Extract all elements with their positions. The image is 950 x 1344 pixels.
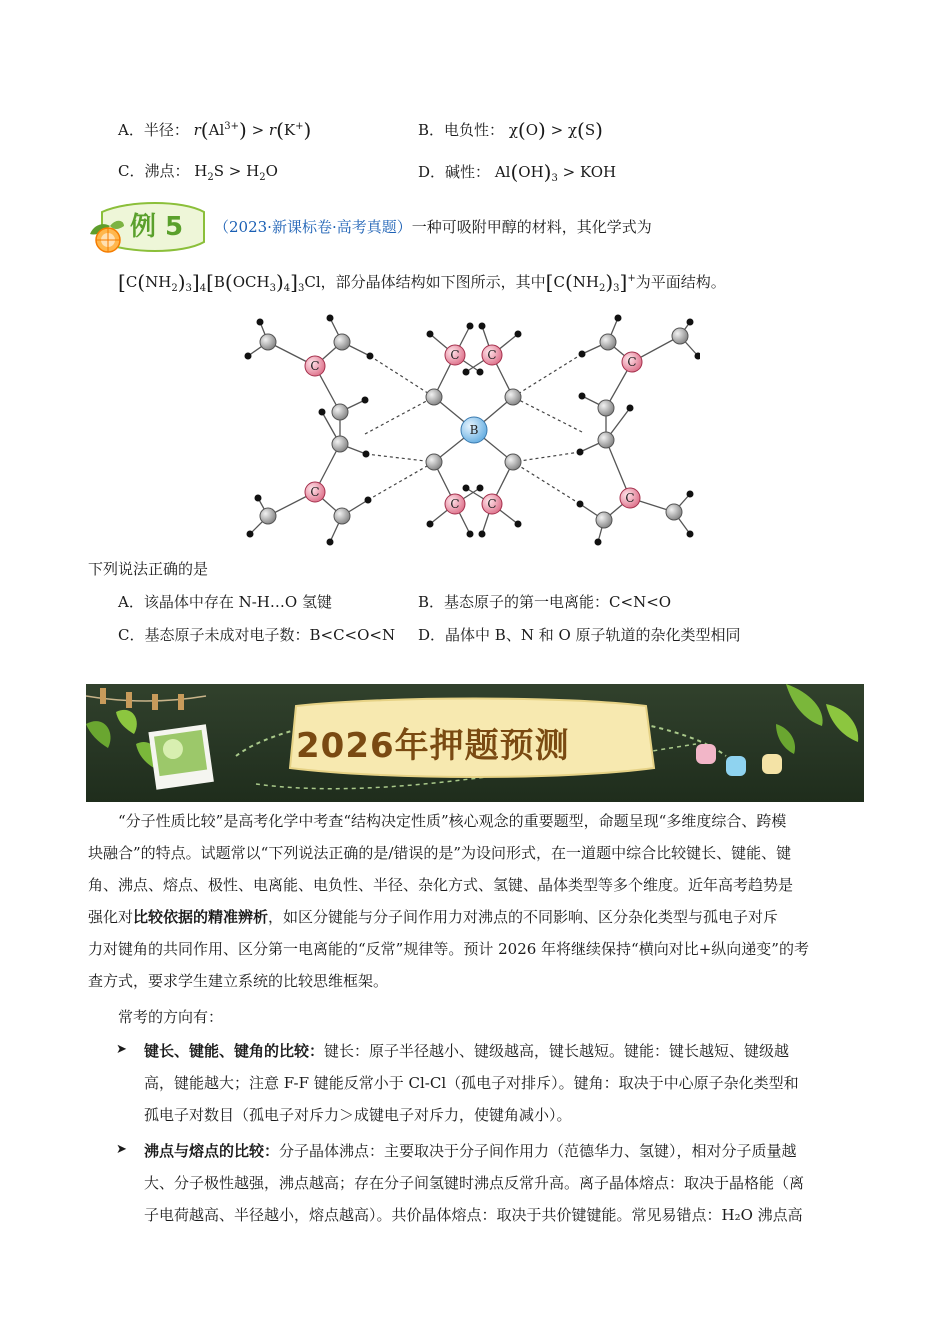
option-d-formula: $Al(OH)_3$ > KOH [494, 160, 617, 184]
example-source: （2023·新课标卷·高考真题） [214, 218, 412, 236]
bullet2-title: 沸点与熔点的比较： [144, 1142, 280, 1160]
example-line1 [214, 216, 652, 237]
para1-line3: 角、沸点、熔点、极性、电离能、电负性、半径、杂化方式、氢键、晶体类型等多个维度。近年高考趋势是 [88, 876, 794, 894]
bullet2-text1: 分子晶体沸点：主要取决于分子间作用力（范德华力、氢键），相对分子质量越 [279, 1142, 797, 1160]
option-c-formula: $H_2S > H_2O$ [194, 162, 278, 183]
question-option-b: B．基态原子的第一电离能：C<N<O [418, 593, 672, 611]
bullet1-title: 键长、键能、键角的比较： [144, 1042, 325, 1060]
bullet2-line1 [144, 1140, 797, 1161]
prediction-banner [86, 684, 864, 802]
atom-c-label: C [310, 359, 320, 373]
option-a-formula: $r(Al^{3+}) > r(K^+)$ [193, 118, 312, 142]
atom-c-label: C [627, 355, 637, 369]
option-b-label: B．电负性： [418, 121, 505, 139]
atom-c-label: C [487, 497, 497, 511]
option-d [418, 160, 616, 184]
atom-c-label: C [625, 491, 635, 505]
option-d-label: D．碱性： [418, 163, 491, 181]
question-stem: 下列说法正确的是 [88, 560, 209, 578]
formula-main: $[C(NH_2)_3]_4[B(OCH_3)_4]_3Cl$ [118, 270, 321, 294]
bullet1-line3: 孤电子对数目（孤电子对斥力＞成键电子对斥力，使键角减小）。 [144, 1106, 572, 1124]
question-option-c: C．基态原子未成对电子数：B<C<O<N [118, 626, 396, 644]
example-badge [88, 198, 208, 256]
para1-line4-post: ，如区分键能与分子间作用力对沸点的不同影响、区分杂化类型与孤电子对斥 [268, 908, 779, 926]
example-line2 [118, 270, 726, 294]
para2: 常考的方向有： [118, 1008, 224, 1026]
question-option-a: A．该晶体中存在 N-H…O 氢键 [118, 593, 332, 611]
para1-line4 [88, 906, 778, 927]
option-a [118, 118, 311, 142]
bullet2-line3: 子电荷越高、半径越小，熔点越高）。共价晶体熔点：取决于共价键键能。常见易错点：H₂O 沸点高 [144, 1206, 803, 1224]
atom-b-label: B [469, 423, 479, 437]
option-c [118, 160, 278, 183]
example-text-line2a: ，部分晶体结构如下图所示，其中 [320, 273, 546, 291]
bullet1-line2: 高，键能越大；注意 F-F 键能反常小于 Cl-Cl（孤电子对排斥）。键角：取决于中心原子杂化类型和 [144, 1074, 799, 1092]
para1-line1: “分子性质比较”是高考化学中考查“结构决定性质”核心观念的重要题型，命题呈现“多维度综合、跨模 [118, 812, 787, 830]
bullet2-line2: 大、分子极性越强，沸点越高；存在分子间氢键时沸点反常升高。离子晶体熔点：取决于晶格能（离 [144, 1174, 805, 1192]
para1-line4-bold: 比较依据的精准辨析 [133, 908, 269, 926]
option-a-label: A．半径： [118, 121, 189, 139]
atom-c-label: C [487, 348, 497, 362]
badge-text: 例 5 [130, 212, 184, 242]
option-b [418, 118, 603, 142]
question-option-d: D．晶体中 B、N 和 O 原子轨道的杂化类型相同 [418, 626, 741, 644]
option-b-formula: χ(O) > χ(S) [508, 118, 603, 142]
formula-cation: $[C(NH_2)_3]^+$ [545, 270, 636, 294]
bullet1-text1: 键长：原子半径越小、键级越高，键长越短。键能：键长越短、键级越 [324, 1042, 790, 1060]
para1-line2: 块融合”的特点。试题常以“下列说法正确的是/错误的是”为设问形式，在一道题中综合比较键长、键能、键 [88, 844, 792, 862]
para1-line5: 力对键角的共同作用、区分第一电离能的“反常”规律等。预计 2026 年将继续保持“横向对比+纵向递变”的考 [88, 940, 809, 958]
bullet1-arrow-icon: ➤ [116, 1042, 127, 1057]
para1-line6: 查方式，要求学生建立系统的比较思维框架。 [88, 972, 389, 990]
option-c-label: C．沸点： [118, 162, 190, 180]
atom-c-label: C [310, 485, 320, 499]
bullet2-arrow-icon: ➤ [116, 1142, 127, 1157]
banner-title: 2026年押题预测 [296, 726, 570, 766]
para1-line4-pre: 强化对 [88, 908, 134, 926]
example-text-line2b: 为平面结构。 [635, 273, 726, 291]
example-text-line1: 一种可吸附甲醇的材料，其化学式为 [411, 218, 652, 236]
atom-c-label: C [450, 497, 460, 511]
atom-c-label: C [450, 348, 460, 362]
crystal-structure-diagram [240, 308, 700, 552]
bullet1-line1 [144, 1040, 789, 1061]
